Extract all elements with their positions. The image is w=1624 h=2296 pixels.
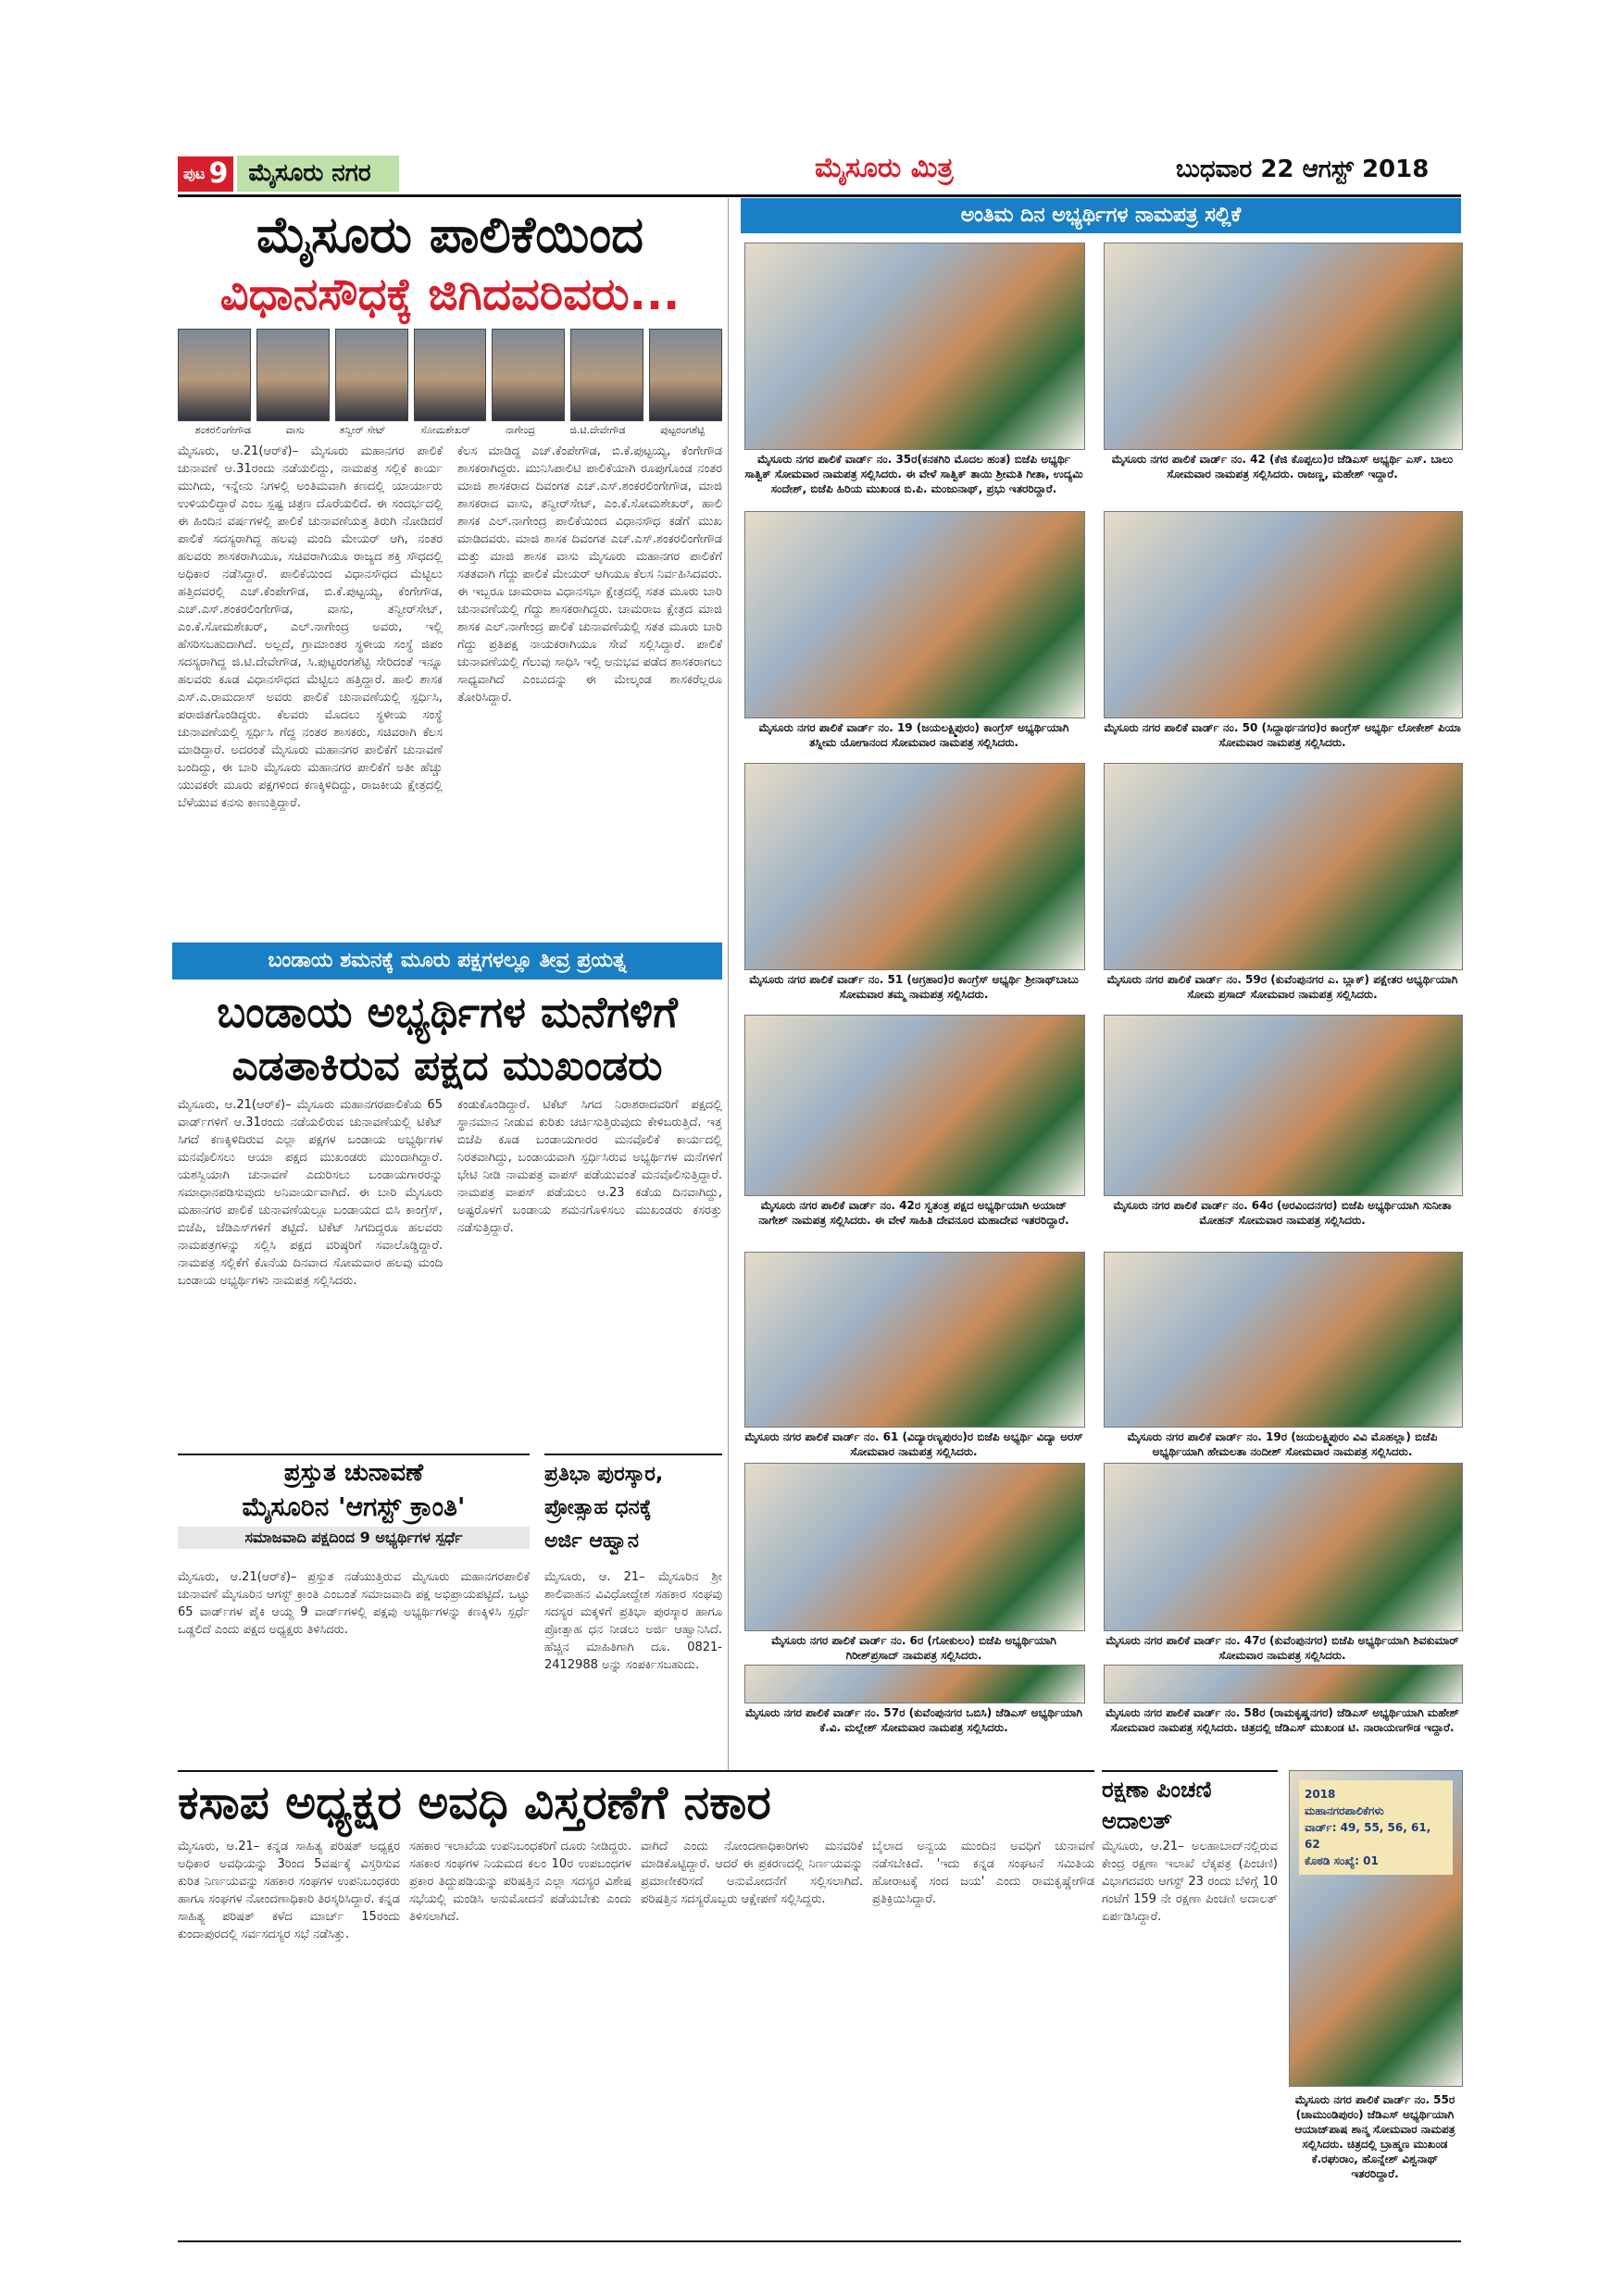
box3-title-2: ಅದಾಲತ್ xyxy=(1102,1808,1172,1834)
nomination-photo xyxy=(1104,1665,1463,1703)
portrait-name: ನಾಗೇಂದ್ರ xyxy=(505,424,535,436)
nomination-photo xyxy=(1104,1252,1463,1428)
box3-title-1: ರಕ್ಷಣಾ ಪಿಂಚಣಿ xyxy=(1102,1777,1212,1803)
portrait-photo xyxy=(492,329,565,421)
page-number-badge xyxy=(178,156,233,192)
issue-date: ಬುಧವಾರ 22 ಆಗಸ್ಟ್ 2018 xyxy=(1176,156,1430,183)
photo-caption: ಮೈಸೂರು ನಗರ ಪಾಲಿಕೆ ವಾರ್ಡ್ ನಂ. 47ರ (ಕುವೆಂಪುನಗರ) ಬಿಜೆಪಿ ಅಭ್ಯರ್ಥಿಯಾಗಿ ಶಿವಕುಮಾರ್ ಸೋಮವಾರ ನಾಮಪತ್ರ ಸಲ್ಲಿಸಿದರು. xyxy=(1106,1634,1459,1662)
nomination-photo xyxy=(1104,763,1463,970)
story3-body-col3: ವಾಗಿದೆ ಎಂದು ನೋಂದಣಾಧಿಕಾರಿಗಳು ಮನವರಿಕೆ ಮಾಡಿಕೊಟ್ಟಿದ್ದಾರೆ. ಆದರೆ ಈ ಪ್ರಕರಣದಲ್ಲಿ ನಿರ್ಣಯವನ್ನು ಪ್ರಮಾಣೀಕರಿಸದೆ ಅನುಮೋದನೆಗೆ ಸಲ್ಲಿಸಲಾಗಿದೆ. ಪರಿಷತ್ತಿನ ಸದಸ್ಯರೊಬ್ಬರು ಆಕ್ಷೇಪಣೆ ಸಲ್ಲಿಸಿದ್ದರು. xyxy=(641,1840,863,1906)
nomination-photo xyxy=(744,763,1085,970)
photo-caption: ಮೈಸೂರು ನಗರ ಪಾಲಿಕೆ ವಾರ್ಡ್ ನಂ. 19 (ಜಯಲಕ್ಷ್ಮಿಪುರಂ) ಕಾಂಗ್ರೆಸ್ ಅಭ್ಯರ್ಥಿಯಾಗಿ ತಸ್ನೀಮ ಯೋಗಾನಂದ ಸೋಮವಾರ ನಾಮಪತ್ರ ಸಲ್ಲಿಸಿದರು. xyxy=(758,721,1069,749)
box2-title-3: ಅರ್ಜಿ ಆಹ್ವಾನ xyxy=(544,1529,640,1553)
photo-caption: ಮೈಸೂರು ನಗರ ಪಾಲಿಕೆ ವಾರ್ಡ್ ನಂ. 6ರ (ಗೋಕುಲಂ) ಬಿಜೆಪಿ ಅಭ್ಯರ್ಥಿಯಾಗಿ ಗಿರೀಶ್‌ಪ್ರಸಾದ್ ನಾಮಪತ್ರ ಸಲ್ಲಿಸಿದರು. xyxy=(771,1634,1056,1662)
header-rule xyxy=(178,194,1461,197)
feature-photo xyxy=(1289,1770,1463,2087)
lead-body-col1: ಮೈಸೂರು, ಆ.21(ಆರ್‌ಕೆ)– ಮೈಸೂರು ಮಹಾನಗರ ಪಾಲಿಕೆ ಚುನಾವಣೆ ಆ.31ರಂದು ನಡೆಯಲಿದ್ದು, ನಾಮಪತ್ರ ಸಲ್ಲಿಕೆ ಕಾರ್ಯ ಮುಗಿದು, ಇನ್ನೇನು ನಿಗಳಲ್ಲಿ ಅಂತಿಮವಾಗಿ ಕಣದಲ್ಲಿ ಯಾರ್ಯಾರು ಉಳಿಯಲಿದ್ದಾರೆ ಎಂಬ ಸ್ಪಷ್ಟ ಚಿತ್ರಣ ದೊರೆಯಲಿದೆ. ಈ ಸಂದರ್ಭದಲ್ಲಿ ಈ ಹಿಂದಿನ ವರ್ಷಗಳಲ್ಲಿ ಪಾಲಿಕೆ ಚುನಾವಣೆಯತ್ತ ತಿರುಗಿ ನೋಡಿದರೆ ಪಾಲಿಕೆ ಸದಸ್ಯರಾಗಿದ್ದ ಹಲವು ಮಂದಿ ಮೇಯರ್ ಆಗಿ, ನಂತರ ಹಲವರು ಶಾಸಕರಾಗಿಯೂ, ಸಚಿವರಾಗಿಯೂ ರಾಜ್ಯದ ಶಕ್ತಿ ಸೌಧದಲ್ಲಿ ಅಧಿಕಾರ ನಡೆಸಿದ್ದಾರೆ. ಪಾಲಿಕೆಯಿಂದ ವಿಧಾನಸೌಧದ ಮೆಟ್ಟಿಲು ಹತ್ತಿದವರಲ್ಲಿ ಎಚ್.ಕೆಂಪೇಗೌಡ, ಬಿ.ಕೆ.ಪುಟ್ಟಯ್ಯ, ಕೆಂಗೇಗೌಡ, ಎಚ್.ಎಸ್.ಶಂಕರಲಿಂಗೇಗೌಡ, ವಾಸು, ತನ್ವೀರ್‌ಸೇಟ್, ಎಂ.ಕೆ.ಸೋಮಶೇಖರ್, ಎಲ್.ನಾಗೇಂದ್ರ ಅವರು, ಇಲ್ಲಿ ಹೆಸರಿಸಬಹುದಾಗಿದೆ. ಅಲ್ಲದೆ, ಗ್ರಾಮಾಂತರ ಸ್ಥಳೀಯ ಸಂಸ್ಥೆ ಜಿಪಂ ಸದಸ್ಯರಾಗಿದ್ದ ಜಿ.ಟಿ.ದೇವೇಗೌಡ, ಸಿ.ಪುಟ್ಟರಂಗಶೆಟ್ಟಿ ಸೇರಿದಂತೆ ಇನ್ನೂ ಹಲವರು ಕೂಡ ವಿಧಾನಸೌಧದ ಮೆಟ್ಟಿಲು ಹತ್ತಿದ್ದಾರೆ. ಹಾಲಿ ಶಾಸಕ ಎಸ್.ಎ.ರಾಮದಾಸ್ ಅವರು ಪಾಲಿಕೆ ಚುನಾವಣೆಯಲ್ಲಿ ಸ್ಪರ್ಧಿಸಿ, ಪರಾಜಿತಗೊಂಡಿದ್ದರು. ಕೆಲವರು ಮೊದಲು ಸ್ಥಳೀಯ ಸಂಸ್ಥೆ ಚುನಾವಣೆಯಲ್ಲಿ ಸ್ಪರ್ಧಿಸಿ ಗೆದ್ದ ನಂತರ ಶಾಸಕರು, ಸಚಿವರಾಗಿ ಕೆಲಸ ಮಾಡಿದ್ದಾರೆ. ಅದರಂತೆ ಮೈಸೂರು ಮಹಾನಗರ ಪಾಲಿಕೆಗೆ ಚುನಾವಣೆ ಬಂದಿದ್ದು, ಈ ಬಾರಿ ಮೈಸೂರು ಮಹಾನಗರ ಪಾಲಿಕೆಗೆ ಅತೀ ಹೆಚ್ಚು ಯುವಕರೇ ಮೂರು ಪಕ್ಷಗಳಿಂದ ಕಣಕ್ಕಿಳಿದಿದ್ದು, ರಾಜಕೀಯ ಕ್ಷೇತ್ರದಲ್ಲಿ ಬೆಳೆಯುವ ಕನಸು ಕಾಣುತ್ತಿದ್ದಾರೆ. xyxy=(178,444,443,810)
portrait-names xyxy=(178,424,722,437)
pension-adalat-box xyxy=(1102,1770,1278,1835)
column-divider xyxy=(728,198,729,1772)
feature-photo-caption: ಮೈಸೂರು ನಗರ ಪಾಲಿಕೆ ವಾರ್ಡ್ ನಂ. 55ರ (ಚಾಮುಂಡಿಪುರಂ) ಜೆಡಿಎಸ್ ಅಭ್ಯರ್ಥಿಯಾಗಿ ಆಯಾಜ್‌ಪಾಷ ಶಾನ್ಮ ಸೋಮವಾರ ನಾಮಪತ್ರ ಸಲ್ಲಿಸಿದರು. ಚಿತ್ರದಲ್ಲಿ ಬ್ರಾಹ್ಮಣ ಮುಖಂಡ ಕೆ.ರಘುರಾಂ, ಹೊನ್ನೇಶ್ ವಿಶ್ವನಾಥ್ ಇತರರಿದ್ದಾರೆ. xyxy=(1294,2093,1455,2180)
page-label: ಪುಟ xyxy=(183,164,206,182)
nomination-photo xyxy=(744,1015,1085,1196)
photo-caption: ಮೈಸೂರು ನಗರ ಪಾಲಿಕೆ ವಾರ್ಡ್ ನಂ. 57ರ (ಕುವೆಂಪುನಗರ ಒಬಿಸಿ) ಜೆಡಿಎಸ್ ಅಭ್ಯರ್ಥಿಯಾಗಿ ಕೆ.ವಿ. ಮಲ್ಲೇಶ್ ಸೋಮವಾರ ನಾಮಪತ್ರ ಸಲ್ಲಿಸಿದರು. xyxy=(744,1706,1083,1734)
portrait-photo xyxy=(256,329,330,421)
nomination-photo xyxy=(1104,511,1463,718)
photo-caption: ಮೈಸೂರು ನಗರ ಪಾಲಿಕೆ ವಾರ್ಡ್ ನಂ. 35ರ(ಕನಕಗಿರಿ ಮೊದಲ ಹಂತ) ಬಿಜೆಪಿ ಅಭ್ಯರ್ಥಿ ಸಾತ್ವಿಕ್ ಸೋಮವಾರ ನಾಮಪತ್ರ ಸಲ್ಲಿಸಿದರು. ಈ ವೇಳೆ ಸಾತ್ವಿಕ್ ತಾಯಿ ಶ್ರೀಮತಿ ಗೀತಾ, ಉದ್ಯಮಿ ಸಂದೇಶ್, ಬಿಜೆಪಿ ಹಿರಿಯ ಮುಖಂಡ ಬಿ.ಪಿ. ಮಂಜುನಾಥ್, ಪ್ರಭು ಇತರರಿದ್ದಾರೆ. xyxy=(744,453,1083,495)
story2-body-col2: ಕಂಡುಕೊಂಡಿದ್ದಾರೆ. ಟಿಕೆಟ್ ಸಿಗದ ನಿರಾಶರಾದವರಿಗೆ ಪಕ್ಷದಲ್ಲಿ ಸ್ಥಾನಮಾನ ನೀಡುವ ಕುರಿತು ಚರ್ಚಿಸುತ್ತಿರುವುದು ಕೇಳಿಬರುತ್ತಿದೆ. ಇತ್ತ ಬಿಜೆಪಿ ಕೂಡ ಬಂಡಾಯಗಾರರ ಮನವೊಲಿಕೆ ಕಾರ್ಯದಲ್ಲಿ ನಿರತವಾಗಿದ್ದು, ಬಂಡಾಯವಾಗಿ ಸ್ಪರ್ಧಿಸಿರುವ ಅಭ್ಯರ್ಥಿಗಳ ಮನೆಗಳಿಗೆ ಭೇಟಿ ನೀಡಿ ನಾಮಪತ್ರ ವಾಪಸ್ ಪಡೆಯುವಂತೆ ಮನವೊಲಿಸುತ್ತಿದ್ದಾರೆ. ನಾಮಪತ್ರ ವಾಪಸ್ ಪಡೆಯಲು ಆ.23 ಕಡೆಯ ದಿನವಾಗಿದ್ದು, ಅಷ್ಟರೊಳಗೆ ಬಂಡಾಯ ಶಮನಗೊಳಿಸಲು ಮುಖಂಡರು ಕಸರತ್ತು ನಡೆಸುತ್ತಿದ್ದಾರೆ. xyxy=(457,1098,722,1235)
portrait-name: ತನ್ವೀರ್ ಸೇಟ್ xyxy=(339,424,386,436)
box2-title-1: ಪ್ರತಿಭಾ ಪುರಸ್ಕಾರ, xyxy=(544,1463,664,1486)
nomination-photo xyxy=(744,1252,1085,1428)
august-revolution-box xyxy=(178,1454,530,1549)
story2-kicker-band: ಬಂಡಾಯ ಶಮನಕ್ಕೆ ಮೂರು ಪಕ್ಷಗಳಲ್ಲೂ ತೀವ್ರ ಪ್ರಯತ್ನ xyxy=(172,942,722,980)
portrait-photo xyxy=(178,329,251,421)
box2-body: ಮೈಸೂರು, ಆ. 21– ಮೈಸೂರಿನ ಶ್ರೀ ಶಾಲಿವಾಹನ ವಿವಿಧೋದ್ದೇಶ ಸಹಕಾರ ಸಂಘವು ಸದಸ್ಯರ ಮಕ್ಕಳಿಗೆ ಪ್ರತಿಭಾ ಪುರಸ್ಕಾರ ಹಾಗೂ ಪ್ರೋತ್ಸಾಹ ಧನ ನೀಡಲು ಅರ್ಜಿ ಆಹ್ವಾನಿಸಿದೆ. ಹೆಚ್ಚಿನ ಮಾಹಿತಿಗಾಗಿ ದೂ. 0821-2412988 ಅನ್ನು ಸಂಪರ್ಕಿಸಬಹುದು. xyxy=(544,1570,722,1672)
photo-caption: ಮೈಸೂರು ನಗರ ಪಾಲಿಕೆ ವಾರ್ಡ್ ನಂ. 42 (ಕೆಜಿ ಕೊಪ್ಪಲು)ರ ಜೆಡಿಎಸ್ ಅಭ್ಯರ್ಥಿ ಎಸ್. ಬಾಲು ಸೋಮವಾರ ನಾಮಪತ್ರ ಸಲ್ಲಿಸಿದರು. ರಾಜಣ್ಣ, ಮಹೇಶ್ ಇದ್ದಾರೆ. xyxy=(1111,453,1454,480)
lead-body-col2: ಕೆಲಸ ಮಾಡಿದ್ದ ಎಚ್.ಕೆಂಪೇಗೌಡ, ಬಿ.ಕೆ.ಪುಟ್ಟಯ್ಯ, ಕೆಂಗೇಗೌಡ ಶಾಸಕರಾಗಿದ್ದರು. ಮುನಿಸಿಪಾಲಿಟಿ ಪಾಲಿಕೆಯಾಗಿ ರೂಪುಗೊಂಡ ನಂತರ ಮಾಜಿ ಶಾಸಕರಾದ ದಿವಂಗತ ಎಚ್.ಎಸ್.ಶಂಕರಲಿಂಗೇಗೌಡ, ಮಾಜಿ ಶಾಸಕರಾದ ವಾಸು, ತನ್ವೀರ್‌ಸೇಟ್, ಎಂ.ಕೆ.ಸೋಮಶೇಖರ್, ಹಾಲಿ ಶಾಸಕ ಎಲ್.ನಾಗೇಂದ್ರ ಪಾಲಿಕೆಯಿಂದ ವಿಧಾನಸೌಧ ಕಡೆಗೆ ಮುಖ ಮಾಡಿದವರು. ಮಾಜಿ ಶಾಸಕ ದಿವಂಗತ ಎಚ್.ಎಸ್.ಶಂಕರಲಿಂಗೇಗೌಡ ಮತ್ತು ಮಾಜಿ ಶಾಸಕ ವಾಸು ಮೈಸೂರು ಮಹಾನಗರ ಪಾಲಿಕೆಗೆ ಸತತವಾಗಿ ಗೆದ್ದು ಪಾಲಿಕೆ ಮೇಯರ್ ಆಗಿಯೂ ಕೆಲಸ ನಿರ್ವಹಿಸಿದವರು. ಈ ಇಬ್ಬರೂ ಚಾಮರಾಜ ವಿಧಾನಸಭಾ ಕ್ಷೇತ್ರದಲ್ಲಿ ಸತತ ಮೂರು ಬಾರಿ ಚುನಾವಣೆಯಲ್ಲಿ ಗೆದ್ದು ಶಾಸಕರಾಗಿದ್ದರು. ಚಾಮರಾಜ ಕ್ಷೇತ್ರದ ಮಾಜಿ ಶಾಸಕ ಎಲ್.ನಾಗೇಂದ್ರ ಪಾಲಿಕೆ ಚುನಾವಣೆಯಲ್ಲಿ ಸತತ ಮೂರು ಬಾರಿ ಗೆದ್ದು ಪ್ರತಿಪಕ್ಷ ನಾಯಕರಾಗಿಯೂ ಸೇವೆ ಸಲ್ಲಿಸಿದ್ದಾರೆ. ಪಾಲಿಕೆ ಚುನಾವಣೆಯಲ್ಲಿ ಗೆಲುವು ಸಾಧಿಸಿ ಇಲ್ಲಿ ಅನುಭವ ಪಡೆದ ಶಾಸಕರಾಗಲು ಸಾಧ್ಯವಾಗಿದೆ ಎಂಬುದನ್ನು ಈ ಮೇಲ್ಕಂಡ ಶಾಸಕರೆಲ್ಲರೂ ತೋರಿಸಿದ್ದಾರೆ. xyxy=(457,444,722,705)
portrait-name: ಸೋಮಶೇಖರ್ xyxy=(420,424,471,436)
story3-body-col2: ಸಹಕಾರ ಇಲಾಖೆಯ ಉಪನಿಬಂಧಕರಿಗೆ ದೂರು ನೀಡಿದ್ದರು. ಸಹಕಾರ ಸಂಘಗಳ ನಿಯಮದ ಕಲಂ 10ರ ಉಪಬಂಧಗಳ ಪ್ರಕಾರ ತಿದ್ದುಪಡಿಯನ್ನು ಪರಿಷತ್ತಿನ ಎಲ್ಲಾ ಸದಸ್ಯರ ವಿಶೇಷ ಸಭೆಯಲ್ಲಿ ಮಂಡಿಸಿ ಅನುಮೋದನೆ ಪಡೆಯಬೇಕು ಎಂದು ತಿಳಿಸಲಾಗಿದೆ. xyxy=(409,1840,631,1924)
nomination-photo xyxy=(744,1463,1085,1631)
lead-headline-1: ಮೈಸೂರು ಪಾಲಿಕೆಯಿಂದ xyxy=(256,206,644,264)
portrait-name: ಪುಟ್ಟರಂಗಶೆಟ್ಟಿ xyxy=(660,424,706,436)
nomination-photo xyxy=(744,511,1085,718)
photo-caption: ಮೈಸೂರು ನಗರ ಪಾಲಿಕೆ ವಾರ್ಡ್ ನಂ. 58ರ (ರಾಮಕೃಷ್ಣನಗರ) ಜೆಡಿಎಸ್ ಅಭ್ಯರ್ಥಿಯಾಗಿ ಮಹೇಶ್ ಸೋಮವಾರ ನಾಮಪತ್ರ ಸಲ್ಲಿಸಿದರು. ಚಿತ್ರದಲ್ಲಿ ಜೆಡಿಎಸ್ ಮುಖಂಡ ಟಿ. ನಾರಾಯಣಗೌಡ ಇದ್ದಾರೆ. xyxy=(1106,1706,1459,1734)
portrait-photo xyxy=(414,329,487,421)
photo-caption: ಮೈಸೂರು ನಗರ ಪಾಲಿಕೆ ವಾರ್ಡ್ ನಂ. 42ರ ಸ್ವತಂತ್ರ ಪಕ್ಷದ ಅಭ್ಯರ್ಥಿಯಾಗಿ ಅಯಾಜ್ ನಾಗೇಶ್ ನಾಮಪತ್ರ ಸಲ್ಲಿಸಿದರು. ಈ ವೇಳೆ ಸಾಹಿತಿ ದೇವನೂರ ಮಹಾದೇವ ಇತರರಿದ್ದಾರೆ. xyxy=(758,1199,1069,1227)
nomination-photo xyxy=(744,1665,1085,1703)
box1-body: ಮೈಸೂರು, ಆ.21(ಆರ್‌ಕೆ)– ಪ್ರಸ್ತುತ ನಡೆಯುತ್ತಿರುವ ಮೈಸೂರು ಮಹಾನಗರಪಾಲಿಕೆ ಚುನಾವಣೆ ಮೈಸೂರಿನ ಆಗಸ್ಟ್ ಕ್ರಾಂತಿ ಎಂಬಂತೆ ಸಮಾಜವಾದಿ ಪಕ್ಷ ಅಭಿಪ್ರಾಯಪಟ್ಟಿದೆ. ಒಟ್ಟು 65 ವಾರ್ಡ್‌ಗಳ ಪೈಕಿ ಆಯ್ದ 9 ವಾರ್ಡ್‌ಗಳಲ್ಲಿ ಪಕ್ಷವು ಅಭ್ಯರ್ಥಿಗಳನ್ನು ಕಣಕ್ಕಿಳಿಸಿ ಸ್ಪರ್ಧೆ ಒಡ್ಡಲಿದೆ ಎಂದು ಪಕ್ಷದ ಅಧ್ಯಕ್ಷರು ತಿಳಿಸಿದರು. xyxy=(178,1570,530,1637)
nomination-photo xyxy=(744,243,1085,450)
story2-body-col1: ಮೈಸೂರು, ಆ.21(ಆರ್‌ಕೆ)– ಮೈಸೂರು ಮಹಾನಗರಪಾಲಿಕೆಯ 65 ವಾರ್ಡ್‌ಗಳಿಗೆ ಆ.31ರಂದು ನಡೆಯಲಿರುವ ಚುನಾವಣೆಯಲ್ಲಿ ಟಿಕೆಟ್ ಸಿಗದೆ ಕಣಕ್ಕಿಳಿದಿರುವ ಎಲ್ಲಾ ಪಕ್ಷಗಳ ಬಂಡಾಯ ಅಭ್ಯರ್ಥಿಗಳ ಮನವೊಲಿಸಲು ಆಯಾ ಪಕ್ಷದ ಮುಖಂಡರು ಮುಂದಾಗಿದ್ದಾರೆ. ಯಶಸ್ವಿಯಾಗಿ ಚುನಾವಣೆ ಎದುರಿಸಲು ಬಂಡಾಯಗಾರರನ್ನು ಸಮಾಧಾನಪಡಿಸುವುದು ಅನಿವಾರ್ಯವಾಗಿದೆ. ಈ ಬಾರಿ ಮೈಸೂರು ಮಹಾನಗರ ಪಾಲಿಕೆ ಚುನಾವಣೆಯಲ್ಲೂ ಬಂಡಾಯದ ಬಿಸಿ ಕಾಂಗ್ರೆಸ್, ಬಿಜೆಪಿ, ಜೆಡಿಎಸ್‌ಗಳಿಗೆ ತಟ್ಟಿದೆ. ಟಿಕೆಟ್ ಸಿಗದಿದ್ದರೂ ಹಲವರು ನಾಮಪತ್ರಗಳನ್ನು ಸಲ್ಲಿಸಿ ಪಕ್ಷದ ವರಿಷ್ಠರಿಗೆ ಸವಾಲೊಡ್ಡಿದ್ದಾರೆ. ನಾಮಪತ್ರ ಸಲ್ಲಿಕೆಗೆ ಕೊನೆಯ ದಿನವಾದ ಸೋಮವಾರ ಹಲವು ಮಂದಿ ಬಂಡಾಯ ಅಭ್ಯರ್ಥಿಗಳು ನಾಮಪತ್ರ ಸಲ್ಲಿಸಿದರು. xyxy=(178,1098,443,1288)
portrait-photo xyxy=(649,329,722,421)
portrait-name: ಜಿ.ಟಿ.ದೇವೇಗೌಡ xyxy=(569,424,626,436)
story2-headline-1: ಬಂಡಾಯ ಅಭ್ಯರ್ಥಿಗಳ ಮನೆಗಳಿಗೆ xyxy=(217,987,678,1037)
box1-subtitle: ಸಮಾಜವಾದಿ ಪಕ್ಷದಿಂದ 9 ಅಭ್ಯರ್ಥಿಗಳ ಸ್ಪರ್ಧೆ xyxy=(178,1527,530,1549)
banner-room: ಕೊಠಡಿ ಸಂಖ್ಯೆ: 01 xyxy=(1305,1854,1379,1867)
story2-headline-2: ಎಡತಾಕಿರುವ ಪಕ್ಷದ ಮುಖಂಡರು xyxy=(231,1042,663,1090)
box3-body: ಮೈಸೂರು, ಆ.21– ಅಲಹಾಬಾದ್‌ನಲ್ಲಿರುವ ಕೇಂದ್ರ ರಕ್ಷಣಾ ಇಲಾಖೆ ಲೆಕ್ಕಪತ್ರ (ಪಿಂಚಣಿ) ವಿಭಾಗದವರು ಆಗಸ್ಟ್ 23 ರಂದು ಬೆಳಿಗ್ಗೆ 10 ಗಂಟೆಗೆ 159 ನೇ ರಕ್ಷಣಾ ಪಿಂಚಣಿ ಅದಾಲತ್ ಏರ್ಪಡಿಸಿದ್ದಾರೆ. xyxy=(1102,1840,1278,1924)
photo-caption: ಮೈಸೂರು ನಗರ ಪಾಲಿಕೆ ವಾರ್ಡ್ ನಂ. 61 (ವಿದ್ಯಾರಣ್ಯಪುರಂ)ರ ಬಿಜೆಪಿ ಅಭ್ಯರ್ಥಿ ವಿದ್ಯಾ ಅರಸ್ ಸೋಮವಾರ ನಾಮಪತ್ರ ಸಲ್ಲಿಸಿದರು. xyxy=(744,1430,1083,1458)
photo-caption: ಮೈಸೂರು ನಗರ ಪಾಲಿಕೆ ವಾರ್ಡ್ ನಂ. 59ರ (ಕುವೆಂಪುನಗರ ಎ. ಬ್ಲಾಕ್) ಪಕ್ಷೇತರ ಅಭ್ಯರ್ಥಿಯಾಗಿ ಸೋಮ ಪ್ರಸಾದ್ ಸೋಮವಾರ ನಾಮಪತ್ರ ಸಲ್ಲಿಸಿದರು. xyxy=(1106,973,1458,1001)
paper-logo: ಮೈಸೂರು ಮಿತ್ರ xyxy=(815,152,954,184)
footer-rule xyxy=(178,2240,1461,2242)
photo-caption: ಮೈಸೂರು ನಗರ ಪಾಲಿಕೆ ವಾರ್ಡ್ ನಂ. 51 (ಅಗ್ರಹಾರ)ರ ಕಾಂಗ್ರೆಸ್ ಅಭ್ಯರ್ಥಿ ಶ್ರೀನಾಥ್‌ಬಾಬು ಸೋಮವಾರ ತಮ್ಮ ನಾಮಪತ್ರ ಸಲ್ಲಿಸಿದರು. xyxy=(749,973,1079,1001)
page-number: 9 xyxy=(208,156,229,190)
portrait-photo xyxy=(570,329,643,421)
story3-body-col1: ಮೈಸೂರು, ಆ.21– ಕನ್ನಡ ಸಾಹಿತ್ಯ ಪರಿಷತ್ ಅಧ್ಯಕ್ಷರ ಅಧಿಕಾರ ಅವಧಿಯನ್ನು 3ರಿಂದ 5ವರ್ಷಕ್ಕೆ ವಿಸ್ತರಿಸುವ ಕುರಿತ ನಿರ್ಣಯವನ್ನು ಸಹಕಾರ ಸಂಘಗಳ ಉಪನಿಬಂಧಕರು ಹಾಗೂ ಸಂಘಗಳ ನೋಂದಣಾಧಿಕಾರಿ ತಿರಸ್ಕರಿಸಿದ್ದಾರೆ. ಕನ್ನಡ ಸಾಹಿತ್ಯ ಪರಿಷತ್ ಕಳೆದ ಮಾರ್ಚ್ 15ರಂದು ಕುಂದಾಪುರದಲ್ಲಿ ಸರ್ವಸದಸ್ಯರ ಸಭೆ ನಡೆಸಿತ್ತು. xyxy=(178,1840,400,1941)
portrait-strip xyxy=(178,329,722,421)
box2-title-2: ಪ್ರೋತ್ಸಾಹ ಧನಕ್ಕೆ xyxy=(544,1496,652,1519)
page-header-left xyxy=(178,156,399,192)
nomination-photo xyxy=(1104,243,1463,450)
box1-title-1: ಪ್ರಸ್ತುತ ಚುನಾವಣೆ xyxy=(283,1459,424,1487)
portrait-name: ವಾಸು xyxy=(285,424,305,436)
story3-body-col4: ಬೈಲಾದ ಅನ್ವಯ ಮುಂದಿನ ಅವಧಿಗೆ ಚುನಾವಣೆ ನಡೆಸಬೇಕಿದೆ. 'ಇದು ಕನ್ನಡ ಸಂಘಟನೆ ಸಮಿತಿಯ ಹೋರಾಟಕ್ಕೆ ಸಂದ ಜಯ' ಎಂದು ರಾಮಕೃಷ್ಣೇಗೌಡ ಪ್ರತಿಕ್ರಿಯಿಸಿದ್ದಾರೆ. xyxy=(872,1840,1094,1906)
photo-caption: ಮೈಸೂರು ನಗರ ಪಾಲಿಕೆ ವಾರ್ಡ್ ನಂ. 19ರ (ಜಯಲಕ್ಷ್ಮಿಪುರಂ ವಿವಿ ಮೊಹಲ್ಲಾ) ಬಿಜೆಪಿ ಅಭ್ಯರ್ಥಿಯಾಗಿ ಹೇಮಲತಾ ನಂದೀಶ್ ಸೋಮವಾರ ನಾಮಪತ್ರ ಸಲ್ಲಿಸಿದರು. xyxy=(1127,1430,1438,1458)
section-name: ಮೈಸೂರು ನಗರ xyxy=(237,156,398,192)
banner-year: 2018 xyxy=(1305,1788,1336,1801)
nomination-photo xyxy=(1104,1015,1463,1196)
box1-title-2: ಮೈಸೂರಿನ 'ಆಗಸ್ಟ್ ಕ್ರಾಂತಿ' xyxy=(242,1491,466,1522)
lead-headline-2: ವಿಧಾನಸೌಧಕ್ಕೆ ಜಿಗಿದವರಿವರು... xyxy=(219,268,681,320)
gallery-band: ಅಂತಿಮ ದಿನ ಅಭ್ಯರ್ಥಿಗಳ ನಾಮಪತ್ರ ಸಲ್ಲಿಕೆ xyxy=(741,198,1461,233)
portrait-photo xyxy=(335,329,408,421)
story3-headline: ಕಸಾಪ ಅಧ್ಯಕ್ಷರ ಅವಧಿ ವಿಸ್ತರಣೆಗೆ ನಕಾರ xyxy=(178,1770,1094,1830)
scholarship-box xyxy=(544,1454,722,1555)
office-banner xyxy=(1299,1780,1453,1875)
photo-caption: ಮೈಸೂರು ನಗರ ಪಾಲಿಕೆ ವಾರ್ಡ್ ನಂ. 64ರ (ಅರವಿಂದನಗರ) ಬಿಜೆಪಿ ಅಭ್ಯರ್ಥಿಯಾಗಿ ಸುನೀತಾ ಮೋಹನ್ ಸೋಮವಾರ ನಾಮಪತ್ರ ಸಲ್ಲಿಸಿದರು. xyxy=(1113,1199,1452,1227)
banner-wards: ವಾರ್ಡ್: 49, 55, 56, 61, 62 xyxy=(1305,1821,1431,1851)
photo-caption: ಮೈಸೂರು ನಗರ ಪಾಲಿಕೆ ವಾರ್ಡ್ ನಂ. 50 (ಸಿದ್ದಾರ್ಥನಗರ)ರ ಕಾಂಗ್ರೆಸ್ ಅಭ್ಯರ್ಥಿ ಲೋಕೇಶ್ ಪಿಯಾ ಸೋಮವಾರ ನಾಮಪತ್ರ ಸಲ್ಲಿಸಿದರು. xyxy=(1104,721,1461,749)
banner-title: ಮಹಾನಗರಪಾಲಿಕೆಗಳು xyxy=(1305,1804,1384,1817)
portrait-name: ಶಂಕರಲಿಂಗೇಗೌಡ xyxy=(194,424,251,436)
nomination-photo xyxy=(1104,1463,1463,1631)
